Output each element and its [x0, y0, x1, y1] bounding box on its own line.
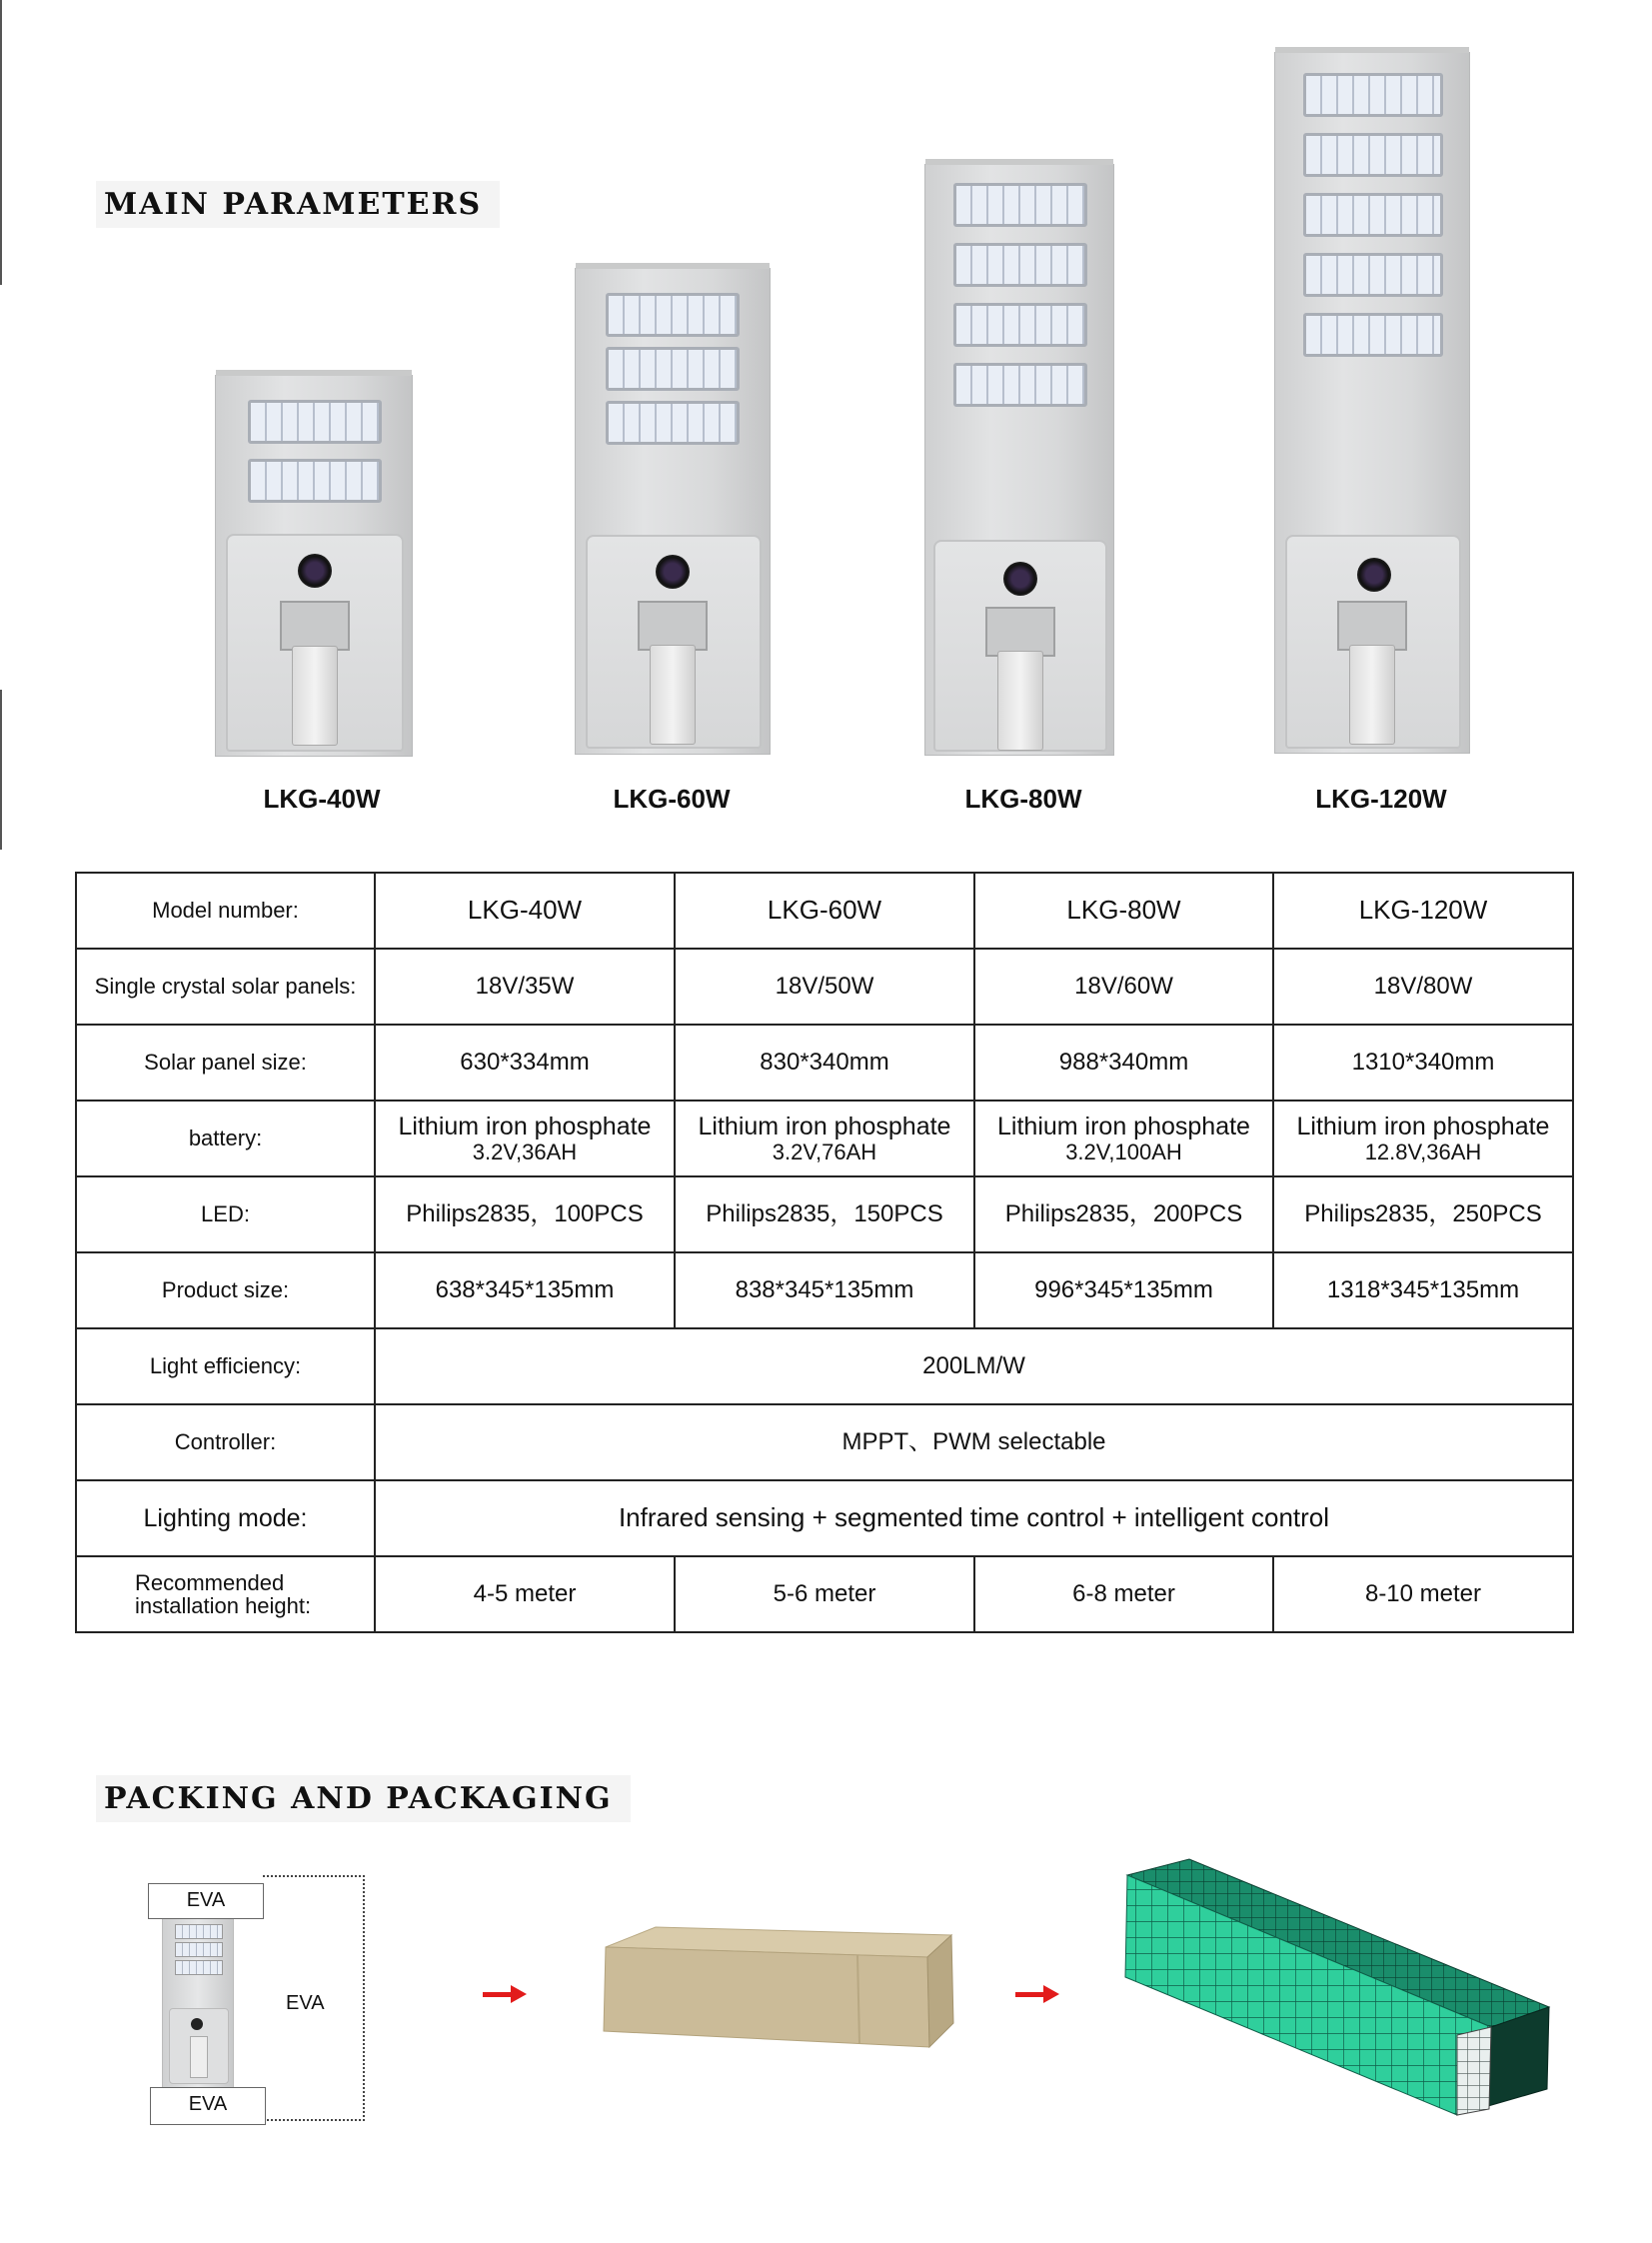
led-module	[953, 243, 1087, 287]
cell-battery: Lithium iron phosphate 3.2V,100AH	[974, 1101, 1273, 1176]
cell-model: LKG-120W	[1273, 873, 1573, 949]
table-row-product-size	[76, 1252, 1573, 1328]
eva-bottom-label: EVA	[150, 2087, 266, 2125]
table-row-panel-size	[76, 1025, 1573, 1101]
led-module	[953, 363, 1087, 407]
lamp-lkg-120w-image	[1274, 52, 1470, 754]
cell-battery: Lithium iron phosphate 3.2V,76AH	[675, 1101, 974, 1176]
cell-product-size: 838*345*135mm	[675, 1252, 974, 1328]
cell-height: 4-5 meter	[375, 1556, 675, 1632]
cell-height: 6-8 meter	[974, 1556, 1273, 1632]
led-module	[953, 303, 1087, 347]
row-label-lighting: Lighting mode:	[76, 1480, 375, 1556]
table-row-model	[76, 873, 1573, 949]
cell-model: LKG-60W	[675, 873, 974, 949]
cell-solar: 18V/60W	[974, 949, 1273, 1025]
table-row-solar	[76, 949, 1573, 1025]
led-module	[606, 347, 740, 391]
cell-solar: 18V/35W	[375, 949, 675, 1025]
cell-product-size: 1318*345*135mm	[1273, 1252, 1573, 1328]
led-module	[248, 459, 382, 503]
lamp-label-lkg-120w: LKG-120W	[1315, 784, 1447, 814]
packing-heading: PACKING AND PACKAGING	[96, 1775, 631, 1822]
lamp-label-lkg-40w: LKG-40W	[263, 784, 381, 814]
main-parameters-heading: MAIN PARAMETERS	[96, 181, 500, 228]
cell-solar: 18V/80W	[1273, 949, 1573, 1025]
lamp-label-lkg-60w: LKG-60W	[613, 784, 731, 814]
spec-table	[75, 872, 1574, 1633]
cell-led: Philips2835，100PCS	[375, 1176, 675, 1252]
row-label-height: Recommended installation height:	[76, 1556, 375, 1632]
eva-side-label: EVA	[286, 1992, 325, 2014]
cell-battery: Lithium iron phosphate 12.8V,36AH	[1273, 1101, 1573, 1176]
arrow-right-icon	[483, 1989, 527, 1999]
cell-solar: 18V/50W	[675, 949, 974, 1025]
table-row-lighting	[76, 1480, 1573, 1556]
row-label-controller: Controller:	[76, 1404, 375, 1480]
cell-panel-size: 830*340mm	[675, 1025, 974, 1101]
row-label-led: LED:	[76, 1176, 375, 1252]
cell-height: 5-6 meter	[675, 1556, 974, 1632]
sensor-icon	[656, 555, 690, 589]
edge-line-top	[0, 0, 2, 285]
lamp-lkg-40w-image	[215, 375, 413, 757]
carton-box-image	[598, 1919, 957, 2059]
sensor-icon	[1003, 562, 1037, 596]
row-label-efficiency: Light efficiency:	[76, 1328, 375, 1404]
cell-height: 8-10 meter	[1273, 1556, 1573, 1632]
cell-panel-size: 1310*340mm	[1273, 1025, 1573, 1101]
row-label-panel-size: Solar panel size:	[76, 1025, 375, 1101]
row-label-battery: battery:	[76, 1101, 375, 1176]
cell-model: LKG-40W	[375, 873, 675, 949]
led-module	[248, 400, 382, 444]
edge-line-mid	[0, 690, 2, 850]
wrapped-pallet-image	[1119, 1857, 1559, 2119]
packing-lamp-image	[162, 1907, 234, 2089]
cell-led: Philips2835，250PCS	[1273, 1176, 1573, 1252]
led-module	[953, 183, 1087, 227]
led-module	[1303, 253, 1443, 297]
cell-led: Philips2835，150PCS	[675, 1176, 974, 1252]
eva-top-label: EVA	[148, 1883, 264, 1919]
table-row-led	[76, 1176, 1573, 1252]
lamp-lkg-80w-image	[924, 164, 1114, 756]
led-module	[1303, 133, 1443, 177]
cell-product-size: 996*345*135mm	[974, 1252, 1273, 1328]
cell-panel-size: 988*340mm	[974, 1025, 1273, 1101]
led-module	[606, 293, 740, 337]
cell-led: Philips2835，200PCS	[974, 1176, 1273, 1252]
cell-efficiency: 200LM/W	[375, 1328, 1573, 1404]
table-row-controller	[76, 1404, 1573, 1480]
cell-battery: Lithium iron phosphate 3.2V,36AH	[375, 1101, 675, 1176]
sensor-icon	[298, 554, 332, 588]
cell-lighting: Infrared sensing + segmented time control + intelligent control	[375, 1480, 1573, 1556]
arrow-right-icon	[1015, 1989, 1059, 1999]
cell-product-size: 638*345*135mm	[375, 1252, 675, 1328]
sensor-icon	[1357, 558, 1391, 592]
cell-panel-size: 630*334mm	[375, 1025, 675, 1101]
table-row-efficiency	[76, 1328, 1573, 1404]
row-label-product-size: Product size:	[76, 1252, 375, 1328]
lamp-lkg-60w-image	[575, 268, 771, 755]
led-module	[1303, 73, 1443, 117]
row-label-model: Model number:	[76, 873, 375, 949]
cell-model: LKG-80W	[974, 873, 1273, 949]
table-row-battery	[76, 1101, 1573, 1176]
table-row-height	[76, 1556, 1573, 1632]
led-module	[606, 401, 740, 445]
led-module	[1303, 193, 1443, 237]
lamp-label-lkg-80w: LKG-80W	[964, 784, 1082, 814]
row-label-solar: Single crystal solar panels:	[76, 949, 375, 1025]
cell-controller: MPPT、PWM selectable	[375, 1404, 1573, 1480]
led-module	[1303, 313, 1443, 357]
